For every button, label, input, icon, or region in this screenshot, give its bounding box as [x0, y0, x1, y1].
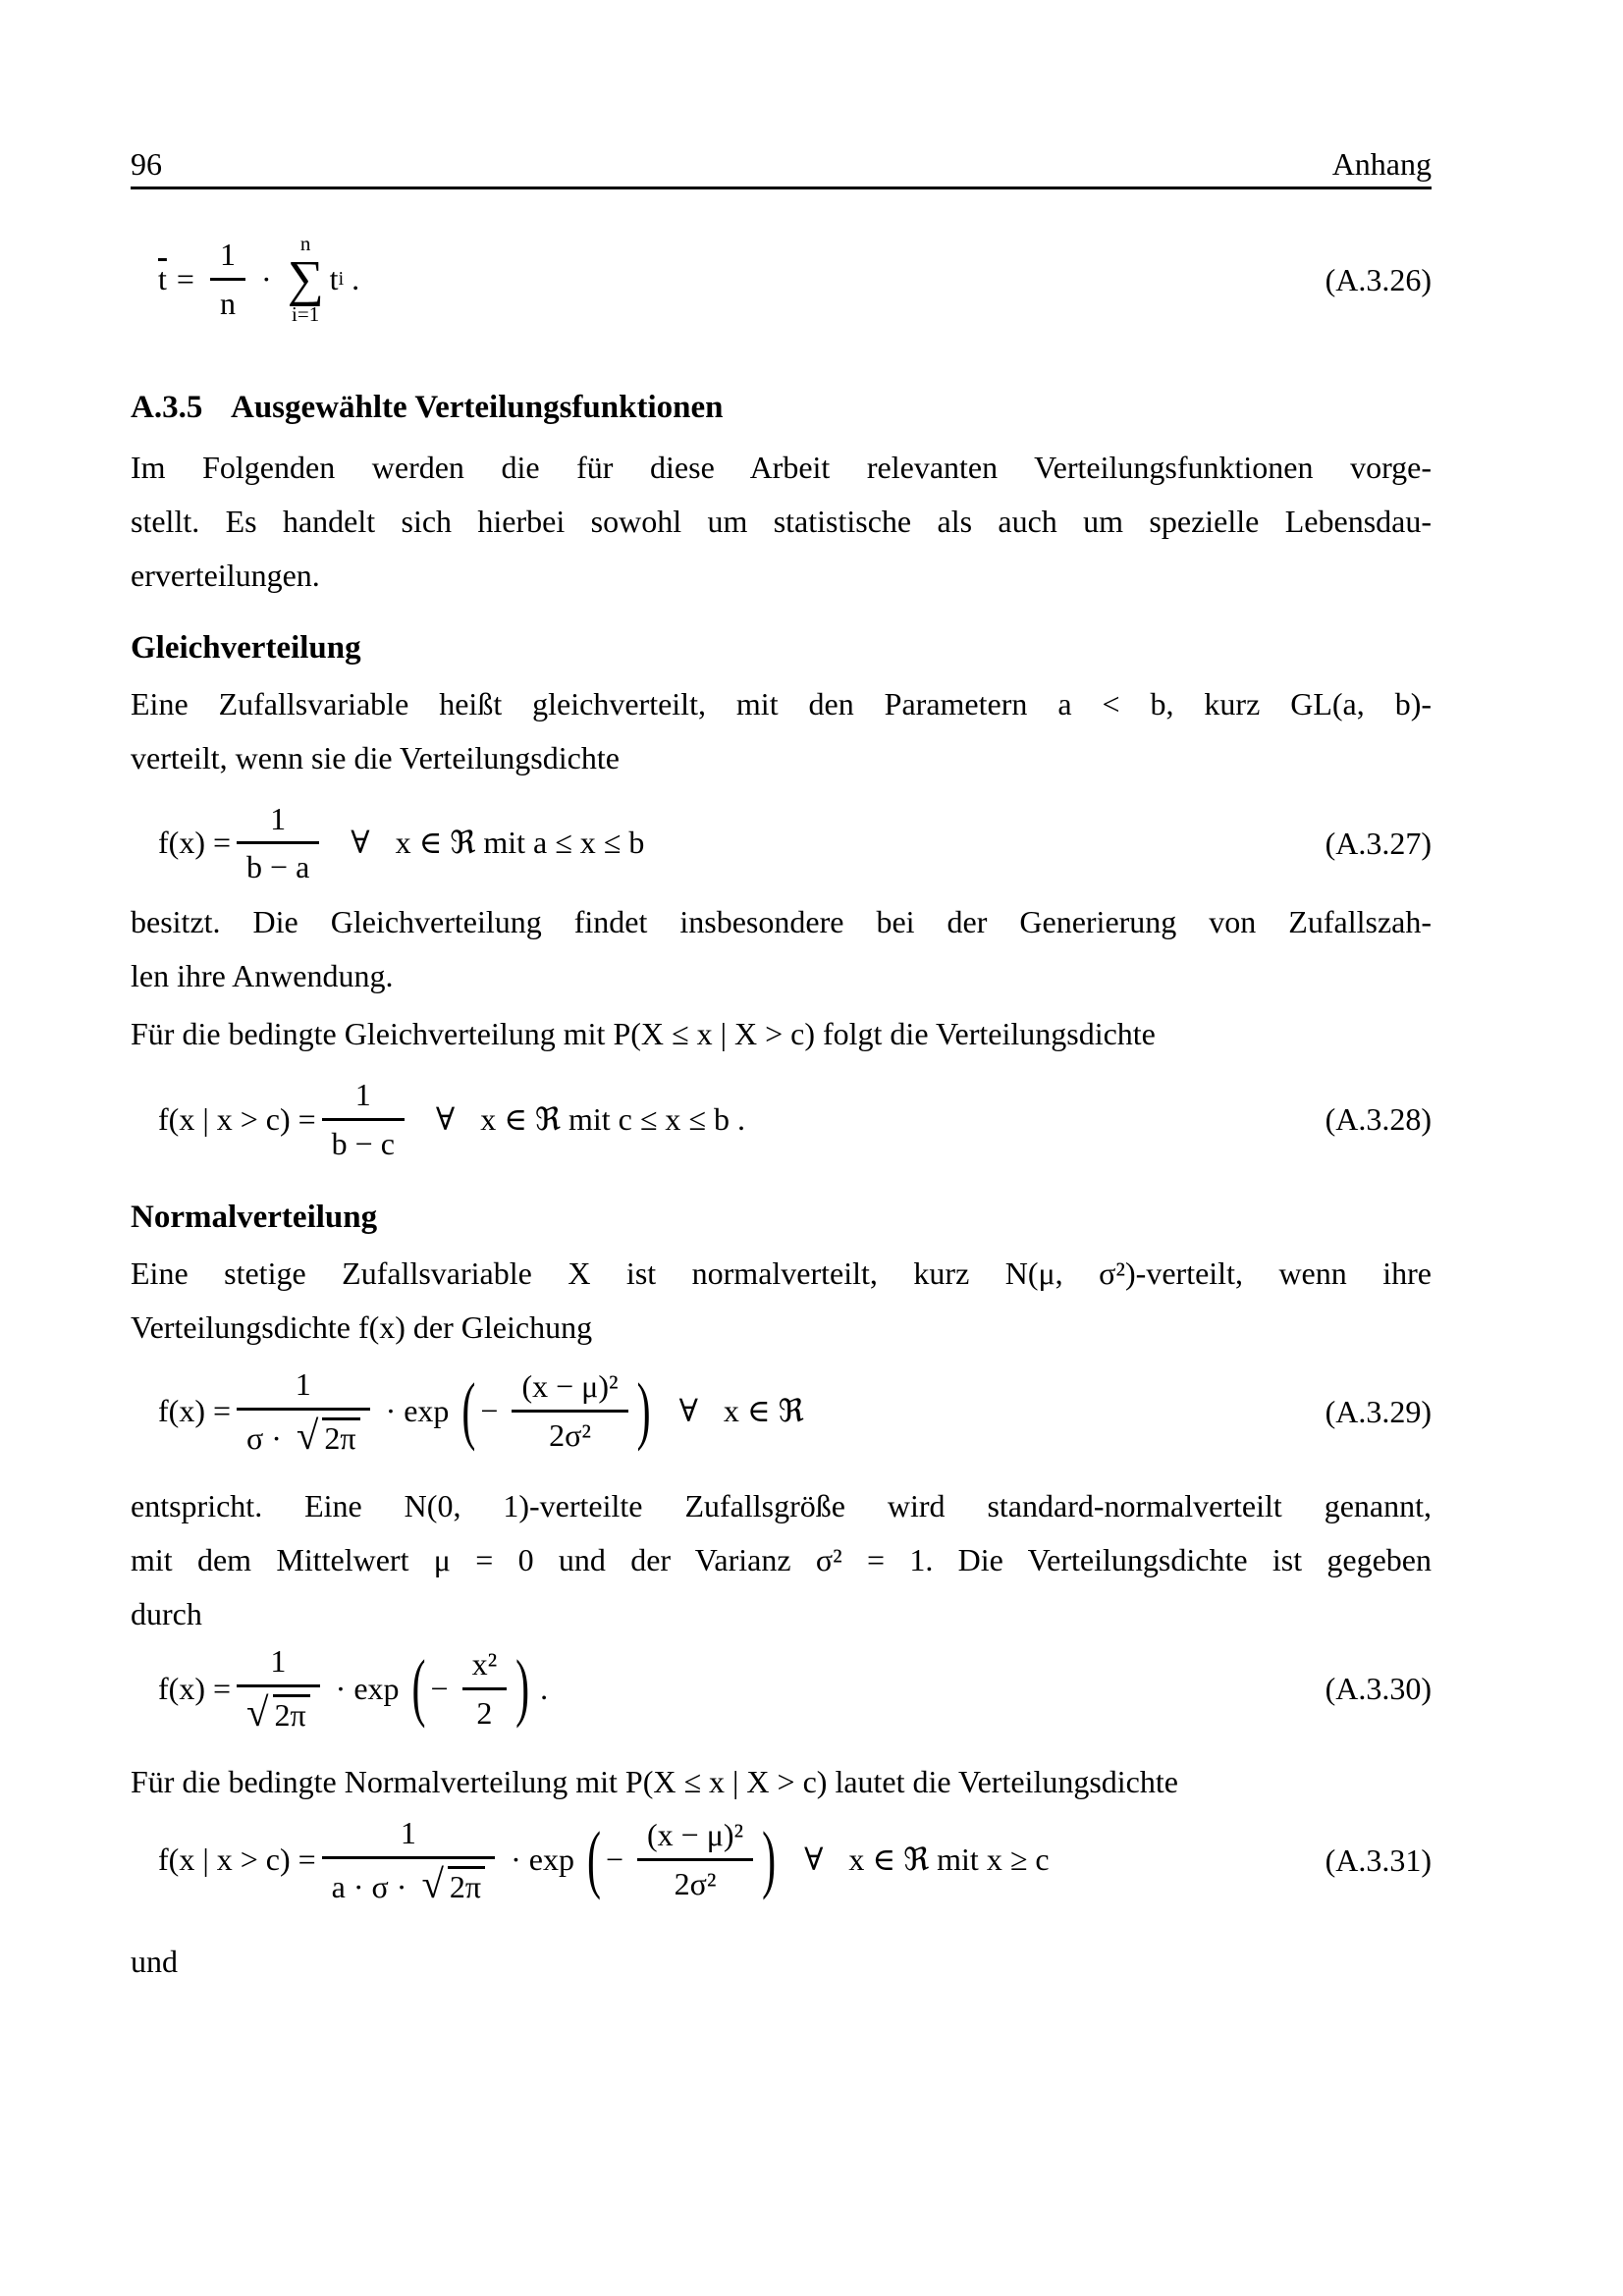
equation-label: (A.3.27): [1325, 825, 1432, 861]
math-fraction: [237, 1366, 370, 1457]
subheading-gleichverteilung: Gleichverteilung: [131, 629, 361, 666]
right-paren-icon: ): [515, 1646, 530, 1731]
section-number: A.3.5: [131, 389, 203, 425]
equation-a326: [131, 233, 1432, 327]
fraction-numerator: 1: [322, 1077, 405, 1121]
text-line: mit dem Mittelwert μ = 0 und der Varianz σ² = 1. Die Verteilungsdichte ist gegeben: [131, 1542, 1432, 1578]
equation-label: (A.3.28): [1325, 1101, 1432, 1138]
forall-symbol: ∀: [351, 825, 370, 861]
math-term: t: [329, 261, 339, 297]
text-line: und: [131, 1943, 178, 1979]
text-line: Eine Zufallsvariable heißt gleichverteilt, mit den Parametern a < b, kurz GL(a, b)-: [131, 685, 1432, 721]
math-tbar: $\overline{t}$: [158, 261, 167, 297]
paragraph-und: [131, 1935, 1432, 1989]
math-exp-operator: · exp: [511, 1842, 574, 1878]
paragraph-bedingte-normalverteilung: [131, 1755, 1432, 1809]
paragraph-bedingte-gleichverteilung: [131, 1007, 1432, 1061]
equation-label: (A.3.31): [1325, 1842, 1432, 1878]
page-content: [131, 0, 1432, 1989]
equation-a331: [131, 1815, 1432, 1905]
equation-a330: [131, 1643, 1432, 1734]
text-line: entspricht. Eine N(0, 1)-verteilte Zufallsgröße wird standard-normalverteilt genannt,: [131, 1488, 1432, 1524]
equation-a326-body: [158, 233, 359, 327]
equation-a328: [131, 1077, 1432, 1162]
math-condition: x ∈ ℜ mit a ≤ x ≤ b: [395, 825, 645, 861]
forall-symbol: ∀: [804, 1842, 824, 1878]
math-condition: x ∈ ℜ mit x ≥ c: [848, 1842, 1050, 1878]
sum-upper-limit: n: [299, 232, 311, 255]
text-line: Eine stetige Zufallsvariable X ist normalverteilt, kurz N(μ, σ²)-verteilt, wenn ihre: [131, 1255, 1432, 1291]
math-cdot: ·: [260, 261, 272, 297]
math-lhs: f(x) =: [158, 1393, 232, 1429]
math-radicand: 2π: [273, 1694, 310, 1733]
math-fraction: [237, 1643, 320, 1734]
text-line: verteilt, wenn sie die Verteilungsdichte: [131, 739, 620, 775]
forall-symbol: ∀: [678, 1393, 698, 1429]
paragraph-gleichverteilung: [131, 677, 1432, 785]
math-lhs: f(x | x > c) =: [158, 1842, 316, 1878]
math-exp-operator: · exp: [385, 1393, 450, 1429]
forall-symbol: ∀: [435, 1101, 456, 1138]
math-sigma-dot: σ ·: [246, 1419, 282, 1456]
text-line: len ihre Anwendung.: [131, 958, 394, 994]
math-lhs: f(x) =: [158, 825, 232, 861]
math-a-sigma-dot: a · σ ·: [331, 1868, 407, 1904]
text-line: Für die bedingte Gleichverteilung mit P(X ≤ x | X > c) folgt die Verteilungsdichte: [131, 1016, 1156, 1052]
right-paren-icon: ): [762, 1818, 777, 1902]
equation-a330-body: [158, 1643, 548, 1734]
fraction-numerator: 1: [237, 801, 319, 845]
math-exp-operator: · exp: [335, 1670, 400, 1706]
text-line: Verteilungsdichte f(x) der Gleichung: [131, 1308, 593, 1345]
fraction-denominator: n: [219, 286, 236, 322]
fraction-denominator: [322, 1859, 495, 1905]
fraction-denominator: b − c: [331, 1125, 395, 1161]
fraction-denominator: 2σ²: [674, 1866, 717, 1902]
sqrt-icon: √: [421, 1860, 444, 1906]
sum-lower-limit: i=1: [292, 302, 320, 327]
math-subscript: i: [338, 268, 345, 291]
math-lhs: f(x | x > c) =: [158, 1101, 316, 1138]
equation-a327-body: [158, 801, 644, 886]
equation-a331-body: [158, 1815, 1050, 1905]
text-line: stellt. Es handelt sich hierbei sowohl um statistische als auch um spezielle Lebensdau-: [131, 503, 1432, 539]
section-heading: [131, 388, 1432, 427]
equation-label: (A.3.29): [1325, 1393, 1432, 1429]
fraction-numerator: 1: [237, 1643, 320, 1687]
math-equals: =: [176, 261, 194, 297]
fraction-denominator: 2σ²: [549, 1417, 591, 1454]
equation-a329: [131, 1366, 1432, 1457]
paragraph-entspricht: [131, 1479, 1432, 1641]
fraction-numerator: 1: [237, 1366, 370, 1411]
fraction-numerator: 1: [210, 237, 245, 281]
math-fraction: [210, 237, 245, 322]
page-header: [131, 145, 1432, 189]
running-title: Anhang: [1331, 146, 1432, 182]
math-lhs: f(x) =: [158, 1670, 232, 1706]
text-line: besitzt. Die Gleichverteilung findet insbesondere bei der Generierung von Zufallszah-: [131, 904, 1432, 940]
equation-label: (A.3.30): [1325, 1671, 1432, 1707]
equation-label: (A.3.26): [1325, 261, 1432, 297]
text-line: erverteilungen.: [131, 557, 320, 593]
math-sum: [288, 233, 324, 327]
sum-icon: ∑: [287, 251, 324, 308]
fraction-numerator: (x − μ)²: [637, 1817, 753, 1861]
sqrt-icon: √: [246, 1689, 269, 1735]
fraction-numerator: (x − μ)²: [512, 1368, 627, 1413]
text-line: Im Folgenden werden die für diese Arbeit relevanten Verteilungsfunktionen vorge-: [131, 449, 1432, 485]
page-number: 96: [131, 146, 162, 182]
fraction-denominator: 2: [476, 1694, 493, 1731]
fraction-denominator: [237, 1411, 370, 1457]
math-fraction: [462, 1646, 508, 1732]
right-paren-icon: ): [636, 1369, 651, 1454]
math-minus: −: [430, 1670, 449, 1706]
left-paren-icon: (: [411, 1646, 426, 1731]
text-line: Für die bedingte Normalverteilung mit P(X ≤ x | X > c) lautet die Verteilungsdichte: [131, 1763, 1178, 1799]
math-condition: x ∈ ℜ mit c ≤ x ≤ b .: [480, 1101, 745, 1138]
equation-a327: [131, 801, 1432, 886]
fraction-denominator: b − a: [246, 849, 310, 885]
math-fraction: [237, 801, 319, 886]
paragraph-normalverteilung: [131, 1247, 1432, 1355]
math-fraction: [322, 1815, 495, 1905]
equation-a329-body: [158, 1366, 804, 1457]
section-title: Ausgewählte Verteilungsfunktionen: [231, 389, 724, 425]
text-line: durch: [131, 1596, 202, 1632]
paragraph-intro: [131, 441, 1432, 603]
math-radicand: 2π: [322, 1417, 359, 1456]
math-condition: x ∈ ℜ: [723, 1393, 804, 1429]
math-fraction: [322, 1077, 405, 1162]
math-fraction: [512, 1368, 627, 1454]
math-radicand: 2π: [448, 1866, 485, 1904]
math-fraction: [637, 1817, 753, 1902]
sqrt-icon: √: [296, 1412, 319, 1458]
left-paren-icon: (: [586, 1818, 601, 1902]
paragraph-besitzt: [131, 895, 1432, 1003]
math-minus: −: [480, 1393, 499, 1429]
fraction-numerator: 1: [322, 1815, 495, 1859]
subheading-normalverteilung: Normalverteilung: [131, 1199, 378, 1235]
math-period: .: [352, 261, 360, 297]
math-minus: −: [605, 1842, 623, 1878]
fraction-denominator: [237, 1687, 320, 1734]
math-period: .: [540, 1670, 549, 1706]
left-paren-icon: (: [461, 1369, 476, 1454]
equation-a328-body: [158, 1077, 745, 1162]
fraction-numerator: x²: [462, 1646, 508, 1690]
